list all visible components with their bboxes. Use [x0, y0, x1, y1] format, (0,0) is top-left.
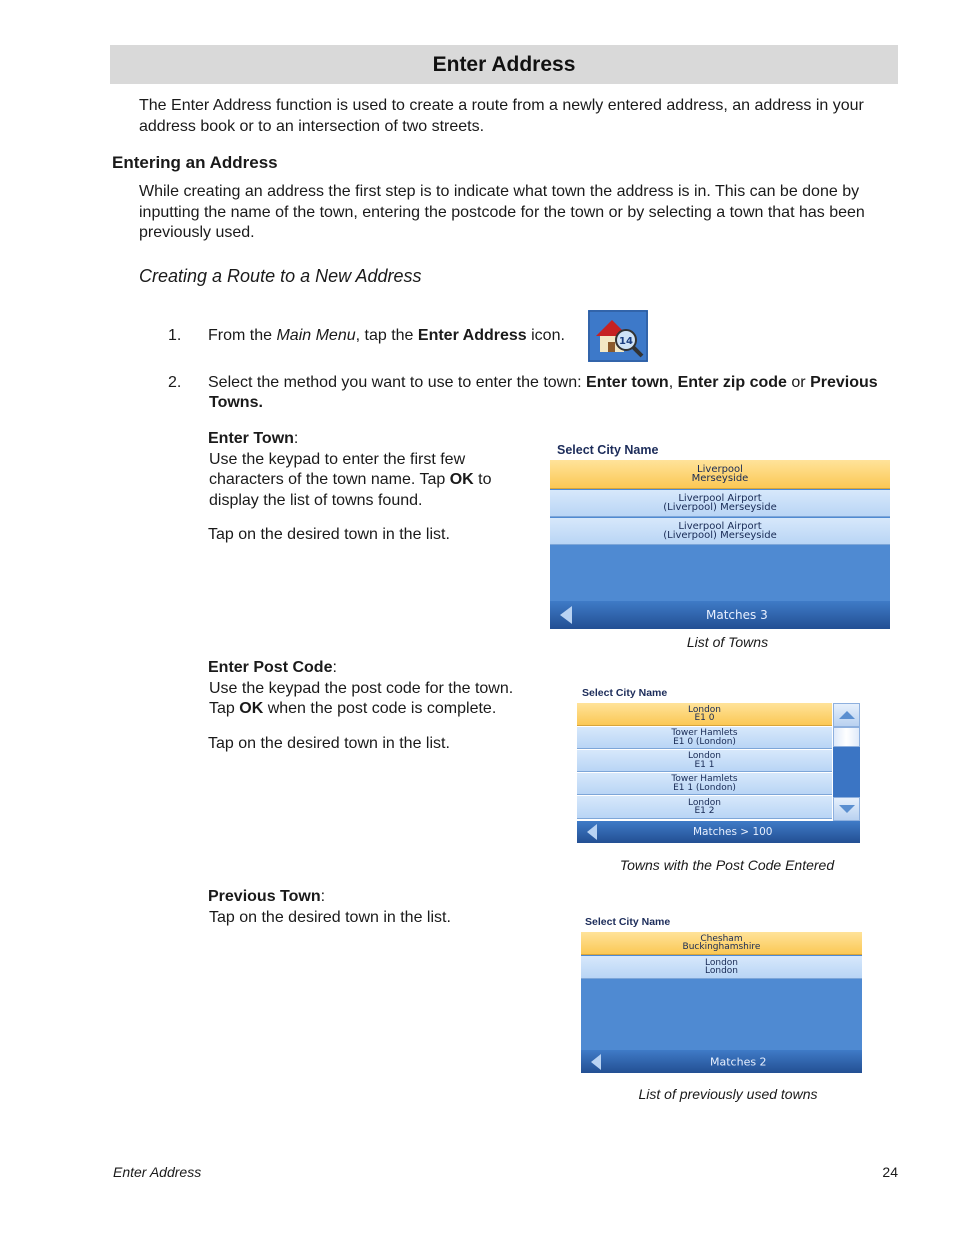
enter-post-line2 [208, 699, 548, 720]
list-item-line1: Chesham [700, 933, 743, 944]
list-item-line1: London [705, 957, 738, 968]
list-item-line1: Liverpool Airport [678, 492, 762, 504]
enter-town-l2a: characters of the town name. Tap [209, 471, 450, 488]
list-item-line2: E1 1 [694, 759, 715, 770]
step-1-text [208, 327, 565, 345]
enter-post-l2c: when the post code is complete. [263, 700, 497, 717]
step-2-enter-town: Enter town [586, 374, 669, 391]
chevron-down-icon [839, 805, 855, 813]
previous-town-heading: Previous Town [208, 888, 321, 905]
enter-town-colon: : [293, 430, 299, 447]
postcode-list [577, 703, 860, 843]
enter-post-line1: Use the keypad the post code for the town. [209, 679, 514, 697]
list-item-line1: London [688, 751, 721, 761]
enter-town-heading: Enter Town [208, 430, 294, 447]
step-1-main-menu: Main Menu [276, 327, 356, 344]
back-arrow-icon[interactable] [587, 824, 597, 840]
enter-post-ok: OK [239, 700, 264, 717]
enter-town-l2c: to [473, 471, 492, 488]
list-item[interactable] [577, 727, 832, 749]
list-item[interactable] [577, 796, 832, 819]
list-item[interactable] [550, 518, 890, 545]
enter-post-tap: Tap on the desired town in the list. [208, 734, 450, 752]
previous-screen-title: Select City Name [585, 916, 671, 928]
list-item-line2: Merseyside [691, 473, 749, 484]
footer-section-name: Enter Address [113, 1164, 202, 1180]
previous-caption: List of previously used towns [638, 1086, 818, 1102]
list-item[interactable] [581, 932, 862, 955]
list-item[interactable] [577, 773, 832, 795]
list-item-line1: Tower Hamlets [671, 774, 738, 784]
step-1-enter-address: Enter Address [417, 327, 527, 344]
step-2-sep2: or [786, 374, 811, 391]
previous-screen [581, 914, 862, 1073]
list-item-line2: (Liverpool) Merseyside [663, 502, 777, 513]
step-1-t3: , tap the [355, 327, 418, 344]
postcode-status-bar [577, 821, 860, 843]
list-item-line1: London [688, 797, 721, 808]
list-item[interactable] [550, 460, 890, 489]
enter-town-ok: OK [449, 471, 474, 488]
towns-caption: List of Towns [686, 634, 769, 650]
step-2-t1: Select the method you want to use to enter the town: [208, 374, 587, 391]
intro-paragraph: The Enter Address function is used to create a route from a newly entered address, an address in your address book or to an intersection of two streets. [139, 97, 864, 135]
step-2-number: 2. [168, 374, 182, 391]
back-arrow-icon[interactable] [591, 1054, 601, 1070]
previous-status-bar [581, 1050, 862, 1073]
towns-screen-title: Select City Name [557, 443, 659, 457]
step-2-enter-zip: Enter zip code [677, 374, 787, 391]
list-item-line1: London [688, 704, 721, 715]
list-item-line2: Buckinghamshire [682, 942, 761, 952]
towns-status-bar [550, 601, 890, 629]
step-2-sep1: , [668, 374, 678, 391]
list-item-line2: E1 1 (London) [673, 782, 736, 793]
list-item-line2: London [705, 966, 738, 976]
list-item-line2: E1 0 [694, 713, 715, 723]
step-1-t5: icon. [526, 327, 565, 344]
step-1-t1: From the [208, 327, 277, 344]
towns-screen [550, 440, 890, 629]
section-paragraph: While creating an address the first step is to indicate what town the address is in. This can be done by inputting the name of the town, entering the postcode for the town or by selecting a town that has been previously used. [139, 183, 865, 241]
list-item-line2: E1 0 (London) [673, 736, 736, 747]
list-item[interactable] [550, 490, 890, 517]
step-2-towns: Towns. [209, 394, 263, 411]
list-item[interactable] [581, 956, 862, 979]
step-2-line2 [209, 394, 263, 412]
enter-town-line3: display the list of towns found. [209, 491, 423, 509]
back-arrow-icon[interactable] [560, 606, 572, 624]
chevron-up-icon [839, 711, 855, 719]
enter-address-icon [588, 310, 648, 362]
list-item-line2: E1 2 [694, 806, 715, 816]
step-2-previous: Previous [810, 374, 878, 391]
towns-matches: Matches 3 [706, 608, 768, 622]
previous-matches: Matches 2 [710, 1055, 767, 1068]
postcode-scrollbar[interactable] [833, 703, 860, 821]
enter-town-tap: Tap on the desired town in the list. [208, 526, 450, 543]
postcode-caption: Towns with the Post Code Entered [619, 857, 835, 873]
icon-badge-number: 14 [619, 336, 633, 347]
step-1-number: 1. [168, 327, 182, 344]
previous-town-block [208, 887, 548, 928]
list-item[interactable] [577, 703, 832, 726]
enter-town-line2 [208, 470, 538, 491]
list-item-line1: Liverpool Airport [678, 520, 762, 532]
list-item[interactable] [577, 750, 832, 772]
towns-list [550, 460, 890, 629]
previous-town-tap: Tap on the desired town in the list. [209, 908, 451, 926]
page-number: 24 [882, 1164, 898, 1180]
step-2-text [208, 374, 898, 392]
enter-town-line1: Use the keypad to enter the first few [209, 450, 466, 468]
section-heading: Entering an Address [112, 153, 278, 172]
list-item-line1: Liverpool [697, 463, 743, 475]
enter-post-heading: Enter Post Code [208, 659, 333, 676]
page-title-text: Enter Address [432, 52, 576, 76]
scroll-up-button[interactable] [833, 703, 860, 727]
postcode-screen [577, 685, 860, 843]
enter-post-l2a: Tap [209, 700, 240, 717]
page-title [110, 45, 898, 84]
enter-post-block [208, 658, 548, 754]
list-item-line2: (Liverpool) Merseyside [663, 530, 777, 541]
enter-post-colon: : [332, 659, 337, 676]
scroll-down-button[interactable] [833, 797, 860, 821]
previous-town-colon: : [320, 888, 326, 905]
scroll-thumb[interactable] [833, 727, 860, 747]
postcode-matches: Matches > 100 [693, 826, 773, 838]
previous-list [581, 932, 862, 1073]
subsection-heading: Creating a Route to a New Address [139, 266, 422, 286]
list-item-line1: Tower Hamlets [671, 728, 738, 738]
postcode-screen-title: Select City Name [582, 687, 668, 699]
enter-town-block [208, 429, 538, 546]
